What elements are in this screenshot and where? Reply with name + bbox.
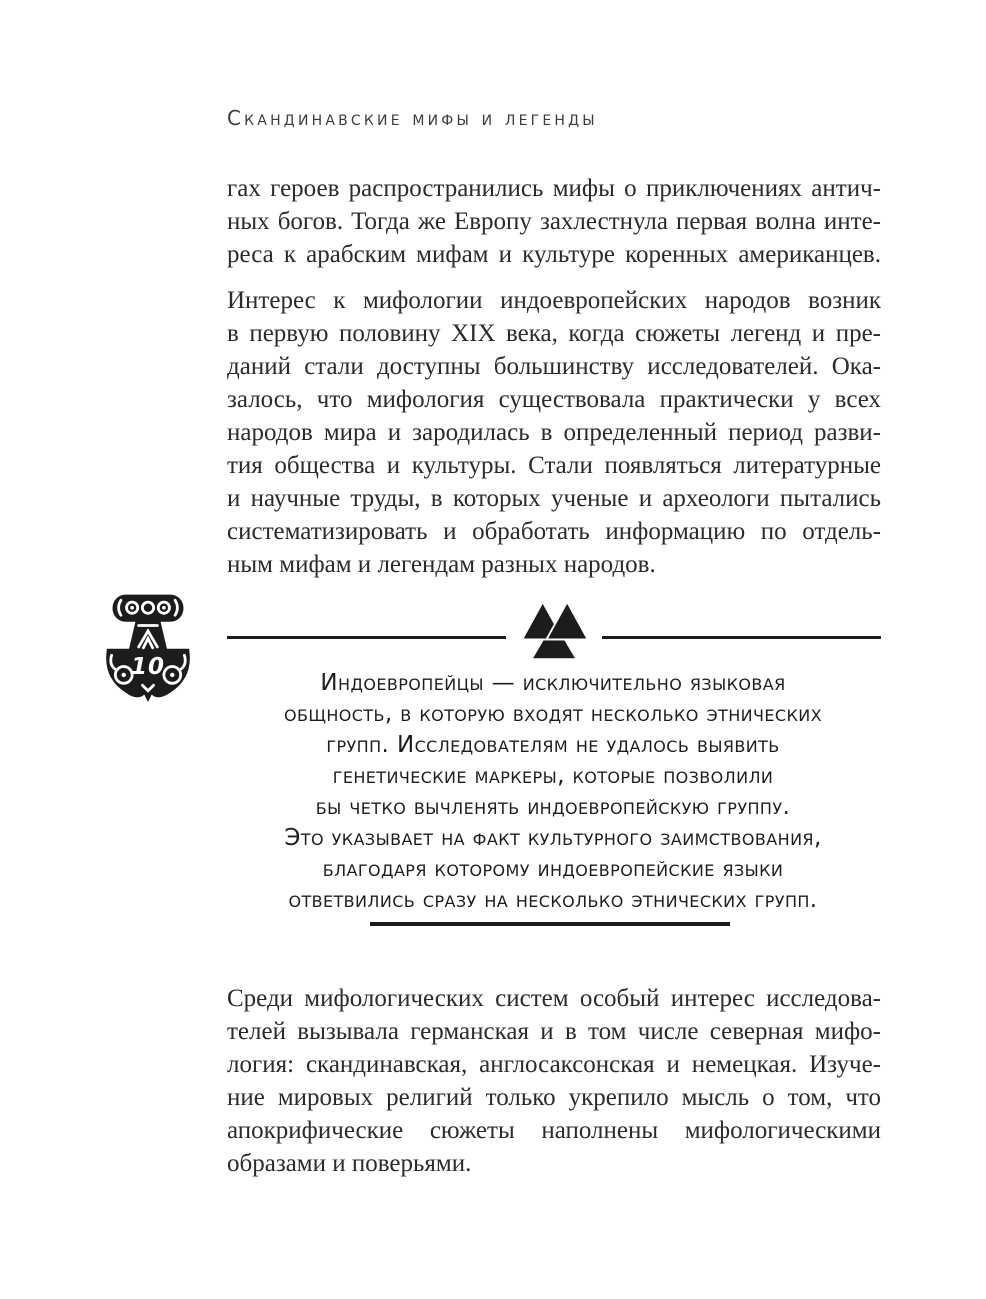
text-line: систематизировать и обработать информацию по отдель- xyxy=(227,518,881,545)
text-line: Среди мифологических систем особый интерес исследова- xyxy=(227,985,881,1012)
text-line: групп. Исследователям не удалось выявить xyxy=(326,732,780,758)
divider-rule-left xyxy=(227,636,506,639)
text-line: благодаря которому индоевропейские языки xyxy=(322,856,784,882)
text-line: и научные труды, в которых ученые и археологи пытались xyxy=(227,485,881,512)
text-line: апокрифические сюжеты наполнены мифологическими xyxy=(227,1117,881,1144)
text-line: бы четко вычленять индоевропейскую группу. xyxy=(315,794,791,820)
divider-rule-right xyxy=(602,636,881,639)
text-line: гах героев распространились мифы о приключениях антич- xyxy=(227,175,881,202)
callout-note xyxy=(163,668,943,916)
valknut-icon xyxy=(516,600,592,662)
text-line: ние мировых религий только укрепило мысль о том, что xyxy=(227,1084,881,1111)
text-line: общность, в которую входят несколько этнических xyxy=(284,701,822,727)
text-line: в первую половину XIX века, когда сюжеты легенд и пре- xyxy=(227,320,881,347)
text-line: реса к арабским мифам и культуре коренных американцев. xyxy=(227,241,881,268)
body-paragraph xyxy=(227,982,881,1180)
text-line: ным мифам и легендам разных народов. xyxy=(227,551,656,578)
text-line: ных богов. Тогда же Европу захлестнула первая волна инте- xyxy=(227,208,881,235)
text-line: Интерес к мифологии индоевропейских народов возник xyxy=(227,287,881,314)
body-paragraph xyxy=(227,172,881,271)
text-line: генетические маркеры, которые позволили xyxy=(332,763,774,789)
text-line: тия общества и культуры. Стали появляться литературные xyxy=(227,452,881,479)
running-head: Скандинавские мифы и легенды xyxy=(227,106,598,130)
text-line: залось, что мифология существовала практически у всех xyxy=(227,386,881,413)
text-line: логия: скандинавская, англосаксонская и немецкая. Изуче- xyxy=(227,1051,881,1078)
text-line: даний стали доступны большинству исследователей. Ока- xyxy=(227,353,881,380)
text-line: телей вызывала германская и в том числе северная мифо- xyxy=(227,1018,881,1045)
callout-bottom-rule xyxy=(370,922,730,926)
page-number: 10 xyxy=(130,654,165,680)
body-paragraph xyxy=(227,284,881,581)
text-line: Это указывает на факт культурного заимствования, xyxy=(284,825,822,851)
text-line: народов мира и зародилась в определенный период разви- xyxy=(227,419,881,446)
section-divider xyxy=(227,599,881,663)
text-line: Индоевропейцы — исключительно языковая xyxy=(320,670,786,696)
text-line: ответвились сразу на несколько этнических групп. xyxy=(288,887,818,913)
text-line: образами и поверьями. xyxy=(227,1150,472,1177)
